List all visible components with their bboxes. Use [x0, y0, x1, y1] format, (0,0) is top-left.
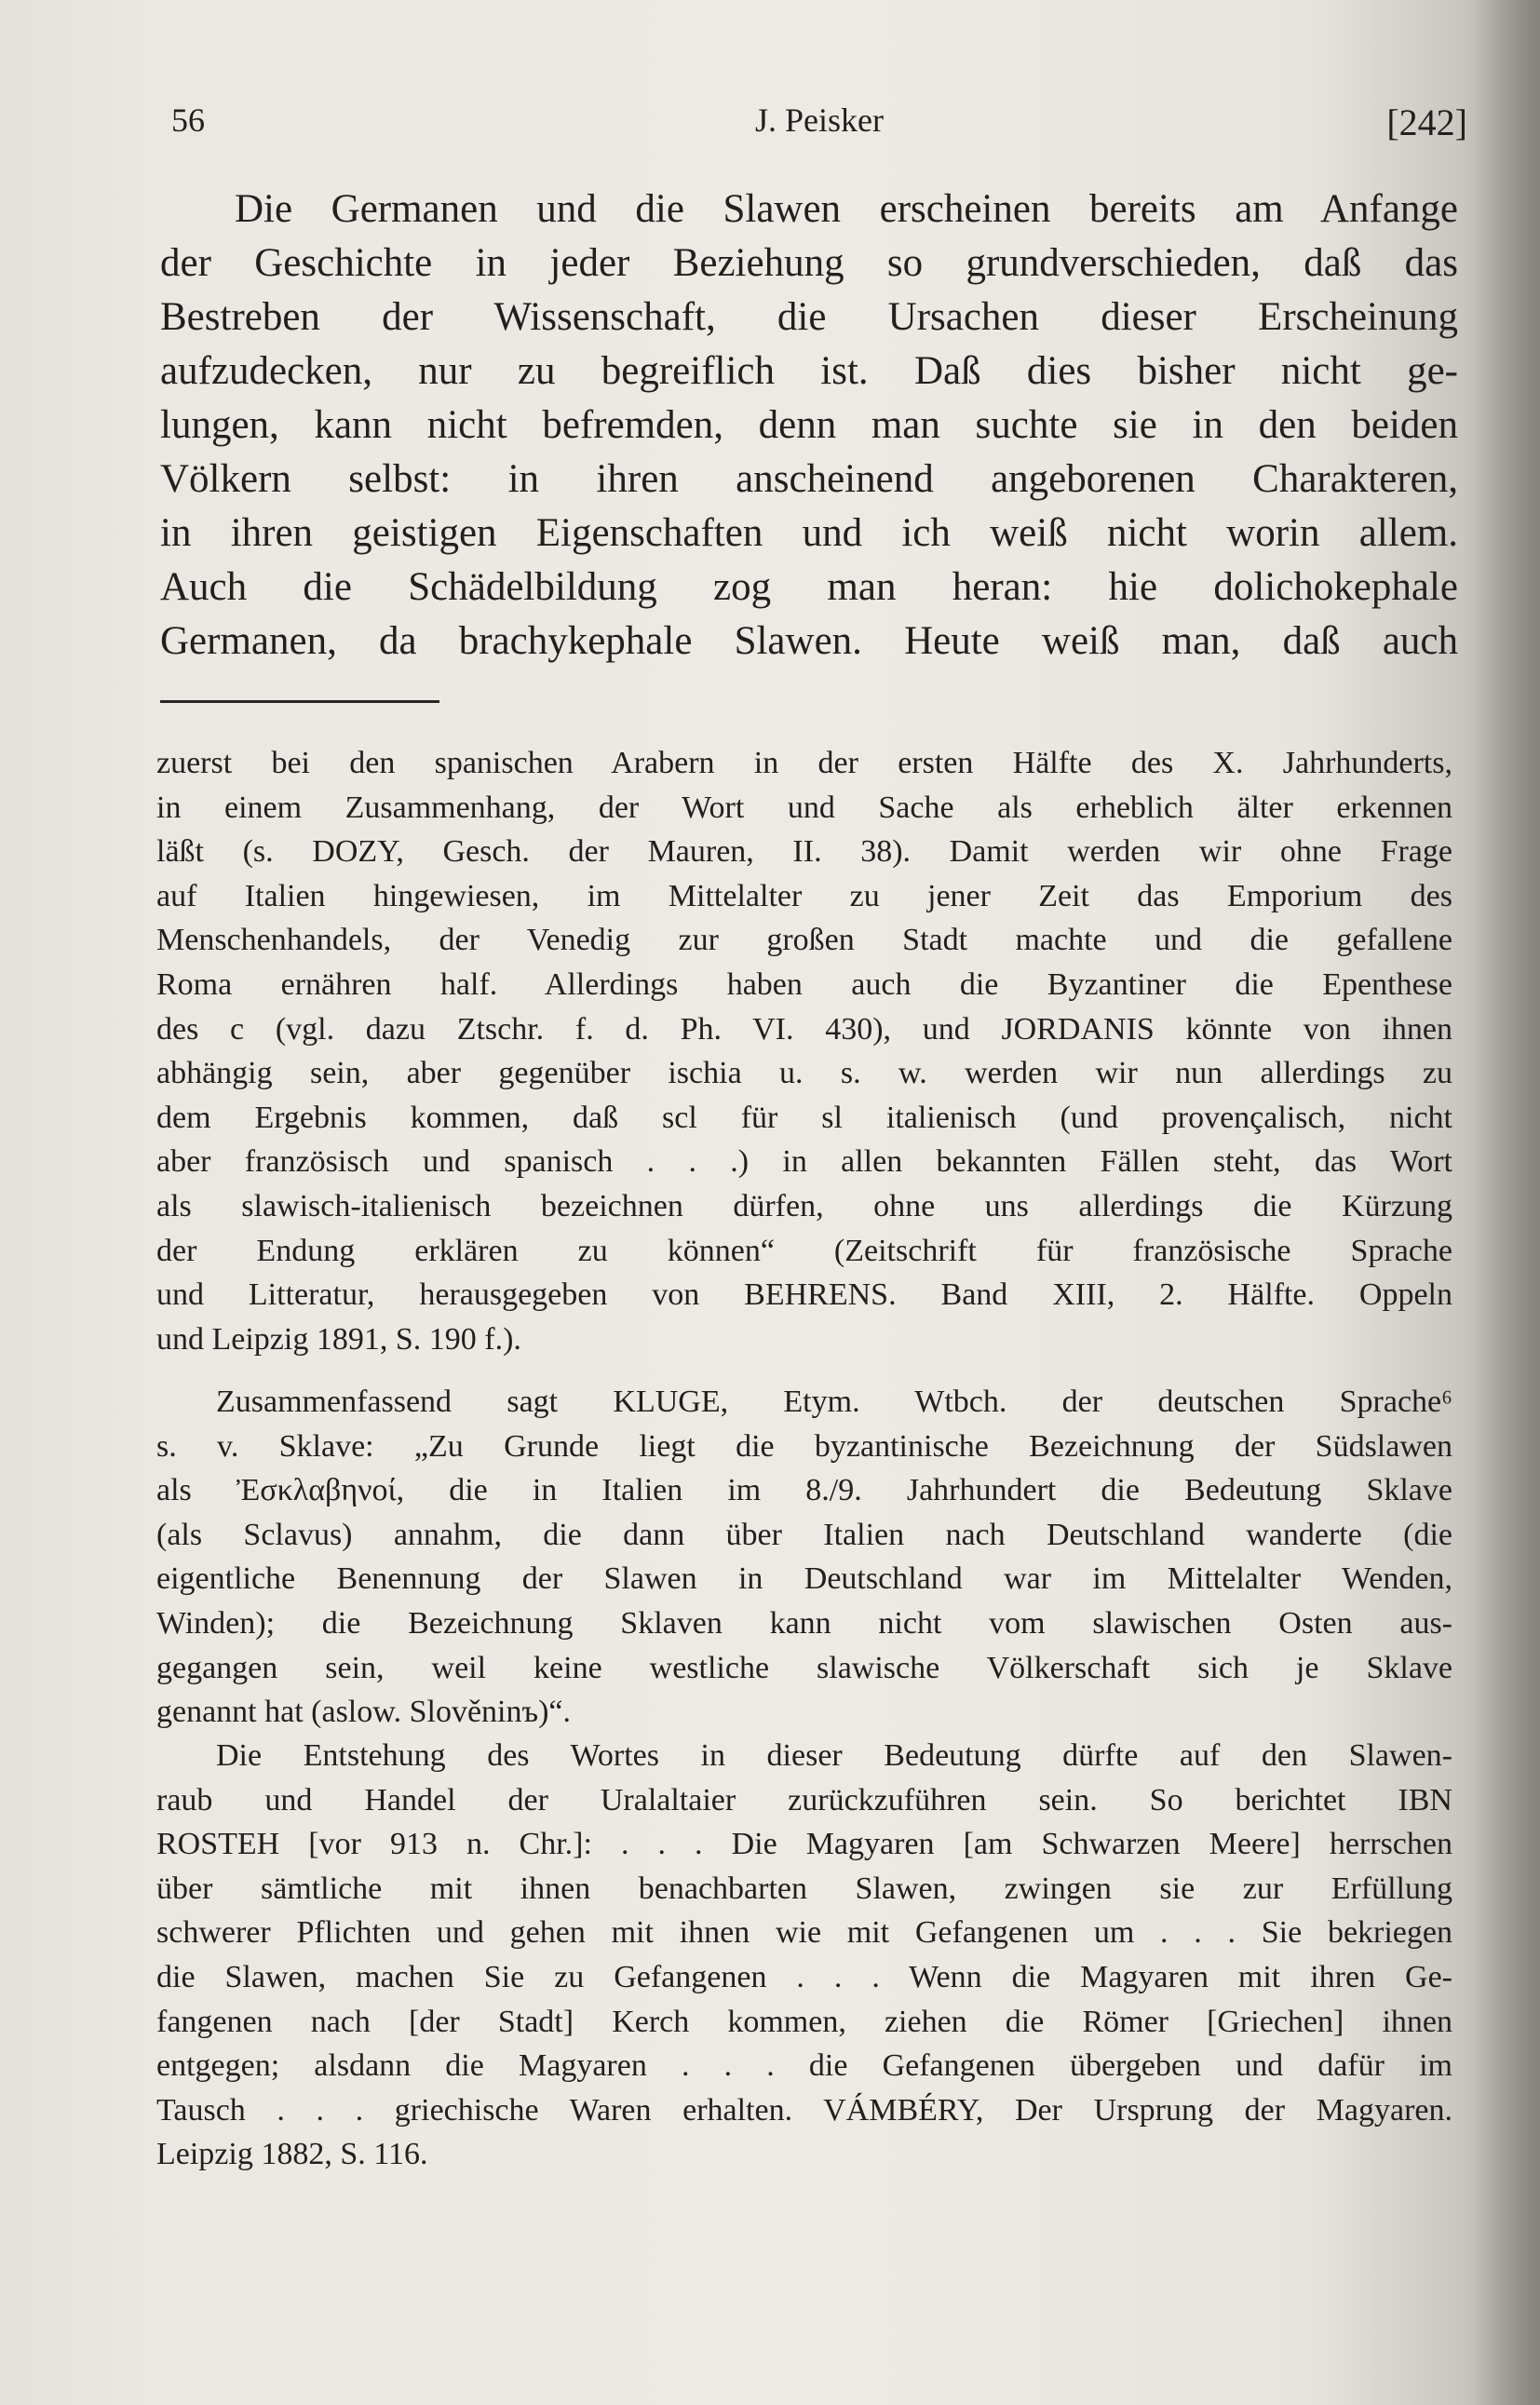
text-line: Bestreben der Wissenschaft, die Ursachen dieser Erscheinung [160, 295, 1458, 339]
page-number: 56 [171, 101, 205, 139]
running-head: J. Peisker [755, 101, 884, 139]
text-line: Germanen, da brachykephale Slawen. Heute weiß man, daß auch [160, 619, 1458, 663]
footnote-line: gegangen sein, weil keine westliche slawische Völkerschaft sich je Sklave [156, 1650, 1452, 1685]
text-line: der Geschichte in jeder Beziehung so grundverschieden, daß das [160, 241, 1458, 285]
footnote-line: genannt hat (aslow. Slověninъ)“. [156, 1695, 571, 1730]
footnote-line: Roma ernähren half. Allerdings haben auch die Byzantiner die Epenthese [156, 966, 1452, 1002]
text-line: lungen, kann nicht befremden, denn man suchte sie in den beiden [160, 403, 1458, 447]
text-line: aufzudecken, nur zu begreiflich ist. Daß dies bisher nicht ge- [160, 349, 1458, 393]
footnote-line: über sämtliche mit ihnen benachbarten Slawen, zwingen sie zur Erfüllung [156, 1871, 1452, 1906]
footnote-line: Leipzig 1882, S. 116. [156, 2137, 428, 2172]
page-header [171, 101, 1467, 156]
footnote-paragraph-2 [156, 1380, 1452, 1735]
footnote-separator [160, 700, 439, 703]
main-paragraph [160, 182, 1458, 669]
footnote-paragraph-3 [156, 1734, 1452, 2177]
footnote-line: in einem Zusammenhang, der Wort und Sache als erheblich älter erkennen [156, 790, 1452, 825]
footnote-line: des c (vgl. dazu Ztschr. f. d. Ph. VI. 430), und JORDANIS könnte von ihnen [156, 1011, 1452, 1047]
footnote-line: abhängig sein, aber gegenüber ischia u. s. w. werden wir nun allerdings zu [156, 1056, 1452, 1091]
footnote-line: die Slawen, machen Sie zu Gefangenen . . . Wenn die Magyaren mit ihren Ge- [156, 1959, 1452, 1994]
footnote-line: dem Ergebnis kommen, daß scl für sl italienisch (und provençalisch, nicht [156, 1100, 1452, 1135]
footnote-line: eigentliche Benennung der Slawen in Deutschland war im Mittelalter Wenden, [156, 1561, 1452, 1597]
text-line: Auch die Schädelbildung zog man heran: hie dolichokephale [160, 565, 1458, 609]
footnote-line: aber französisch und spanisch . . .) in allen bekannten Fällen steht, das Wort [156, 1144, 1452, 1180]
footnote-line: und Litteratur, herausgegeben von BEHRENS. Band XIII, 2. Hälfte. Oppeln [156, 1277, 1452, 1313]
section-number: [242] [1386, 101, 1467, 143]
footnote-line: s. v. Sklave: „Zu Grunde liegt die byzantinische Bezeichnung der Südslawen [156, 1428, 1452, 1464]
footnote-line: zuerst bei den spanischen Arabern in der ersten Hälfte des X. Jahrhunderts, [156, 746, 1452, 780]
footnote-line: als slawisch-italienisch bezeichnen dürfen, ohne uns allerdings die Kürzung [156, 1188, 1452, 1223]
footnote-line: raub und Handel der Uralaltaier zurückzuführen sein. So berichtet IBN [156, 1782, 1452, 1817]
footnote-line: der Endung erklären zu können“ (Zeitschrift für französische Sprache [156, 1233, 1452, 1268]
footnote-line: und Leipzig 1891, S. 190 f.). [156, 1321, 521, 1357]
footnote-line: Winden); die Bezeichnung Sklaven kann nicht vom slawischen Osten aus- [156, 1605, 1452, 1641]
footnote-line: Menschenhandels, der Venedig zur großen Stadt machte und die gefallene [156, 923, 1452, 958]
footnote-line: entgegen; alsdann die Magyaren . . . die Gefangenen übergeben und dafür im [156, 2048, 1452, 2084]
footnote-paragraph-1 [156, 741, 1452, 1361]
footnote-line: ROSTEH [vor 913 n. Chr.]: . . . Die Magyaren [am Schwarzen Meere] herrschen [156, 1827, 1452, 1862]
text-line: Völkern selbst: in ihren anscheinend angeborenen Charakteren, [160, 457, 1458, 501]
footnote-line: Tausch . . . griechische Waren erhalten. VÁMBÉRY, Der Ursprung der Magyaren. [156, 2092, 1452, 2128]
footnote-line: Die Entstehung des Wortes in dieser Bedeutung dürfte auf den Slawen- [216, 1738, 1452, 1773]
footnote-line: Zusammenfassend sagt KLUGE, Etym. Wtbch. der deutschen Sprache⁶ [216, 1385, 1452, 1419]
footnote-line: läßt (s. DOZY, Gesch. der Mauren, II. 38). Damit werden wir ohne Frage [156, 834, 1452, 870]
text-line: in ihren geistigen Eigenschaften und ich weiß nicht worin allem. [160, 511, 1458, 555]
scan-shadow-edge [1475, 0, 1540, 2405]
footnote-line: als Ἐσκλαβηνοί, die in Italien im 8./9. Jahrhundert die Bedeutung Sklave [156, 1473, 1452, 1508]
footnote-line: fangenen nach [der Stadt] Kerch kommen, ziehen die Römer [Griechen] ihnen [156, 2004, 1452, 2039]
footnote-line: schwerer Pflichten und gehen mit ihnen wie mit Gefangenen um . . . Sie bekriegen [156, 1915, 1452, 1951]
footnote-line: auf Italien hingewiesen, im Mittelalter zu jener Zeit das Emporium des [156, 878, 1452, 913]
text-line: Die Germanen und die Slawen erscheinen bereits am Anfange [235, 187, 1458, 231]
footnote-line: (als Sclavus) annahm, die dann über Italien nach Deutschland wanderte (die [156, 1517, 1452, 1552]
